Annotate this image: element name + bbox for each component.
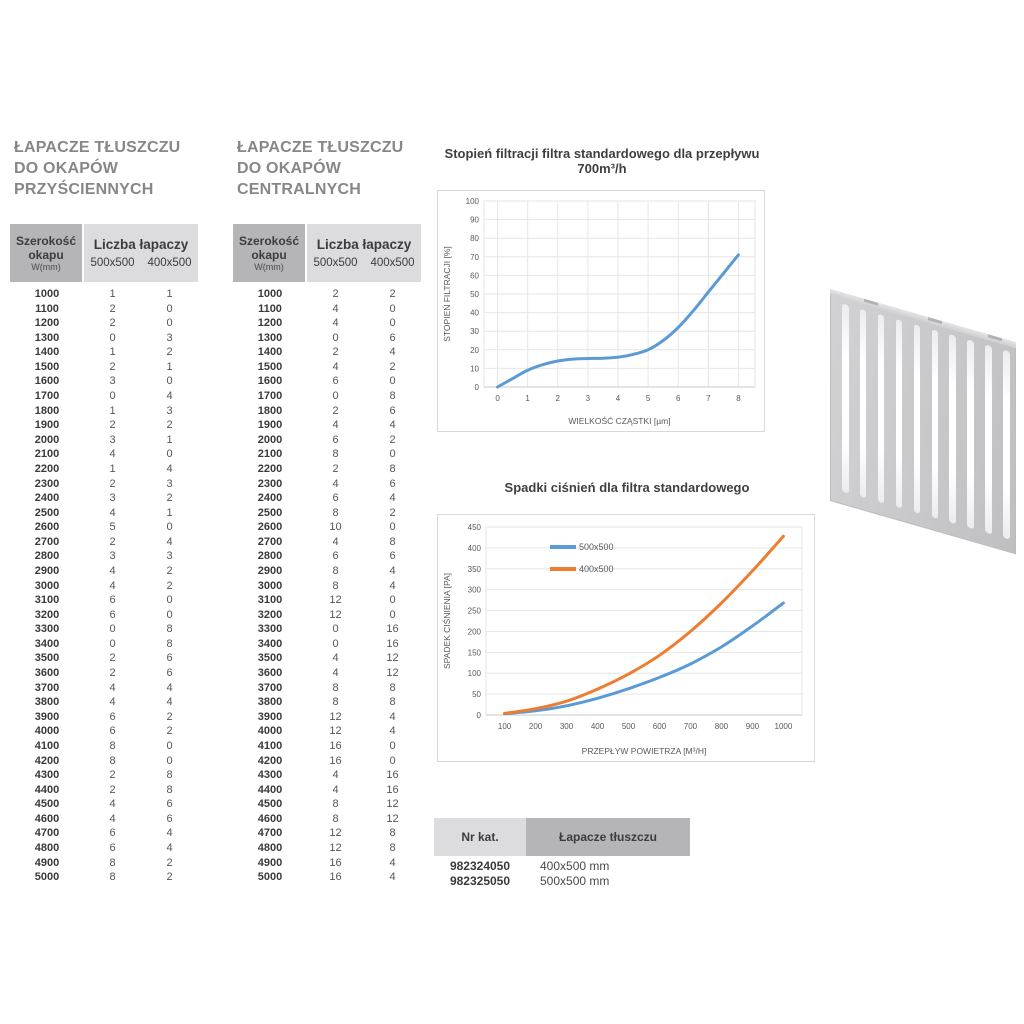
- filtration-chart-title: Stopień filtracji filtra standardowego dla przepływu 700m³/h: [444, 146, 760, 176]
- col-500x500-label: 500x500: [90, 257, 135, 269]
- table-row: 4100 8 0: [34, 739, 173, 752]
- svg-text:7: 7: [706, 394, 711, 403]
- table-row: 3000 4 2: [34, 579, 173, 592]
- table-row: 2700 4 8: [257, 535, 396, 548]
- wall-hoods-table: [10, 224, 198, 885]
- filter-slat: [914, 324, 921, 514]
- table-row: 3100 12 0: [257, 594, 396, 607]
- svg-text:80: 80: [470, 234, 479, 244]
- filter-slat: [967, 339, 974, 529]
- svg-text:WIELKOŚĆ CZĄSTKI [µm]: WIELKOŚĆ CZĄSTKI [µm]: [568, 416, 671, 426]
- table-row: 5000 8 2: [34, 871, 173, 884]
- central-hoods-table: [233, 224, 421, 885]
- table-row: 4600 4 6: [34, 812, 173, 825]
- svg-text:800: 800: [714, 722, 729, 731]
- svg-text:STOPIEŃ FILTRACJI [%]: STOPIEŃ FILTRACJI [%]: [442, 246, 452, 342]
- table-row: 1700 0 4: [34, 390, 173, 403]
- table-row: 3100 6 0: [34, 594, 173, 607]
- table-row: 4200 8 0: [34, 754, 173, 767]
- header-label: okapu: [28, 247, 64, 262]
- table-row: 2500 4 1: [34, 506, 173, 519]
- title-line: DO OKAPÓW: [237, 160, 342, 177]
- svg-text:400: 400: [467, 543, 481, 553]
- table-row: 4900 8 2: [34, 856, 173, 869]
- title-line: ŁAPACZE TŁUSZCZU: [237, 139, 404, 156]
- count-columns-header: [307, 224, 421, 282]
- table-row: 2200 1 4: [34, 462, 173, 475]
- svg-text:150: 150: [467, 648, 481, 658]
- svg-text:350: 350: [467, 564, 481, 574]
- table-row: 3500 4 12: [257, 652, 399, 665]
- table-row: 5000 16 4: [257, 871, 396, 884]
- table-row: 3700 4 4: [34, 681, 173, 694]
- svg-text:SPADEK CIŚNIENIA [PA]: SPADEK CIŚNIENIA [PA]: [442, 572, 452, 670]
- table-row: 1900 2 2: [34, 419, 173, 432]
- filter-slat: [896, 319, 903, 509]
- col-400x500-label: 400x500: [370, 257, 415, 269]
- table-row: 2600 10 0: [257, 521, 396, 534]
- grease-filter-photo: [830, 289, 1016, 554]
- title-line: PRZYŚCIENNYCH: [14, 181, 154, 198]
- svg-text:100: 100: [497, 722, 512, 731]
- table-row: 2000 3 1: [34, 433, 173, 446]
- catalog-table: [434, 818, 690, 888]
- svg-text:300: 300: [467, 585, 481, 595]
- table-row: 1600 3 0: [34, 375, 173, 388]
- svg-text:0: 0: [476, 711, 481, 720]
- svg-text:500x500: 500x500: [579, 542, 614, 552]
- filter-slat: [842, 303, 849, 493]
- group-title: Liczba łapaczy: [93, 237, 189, 252]
- table-row: 4500 4 6: [34, 798, 173, 811]
- catalog-rows: [434, 859, 690, 888]
- table-row: 1900 4 4: [257, 419, 396, 432]
- table-row: 1100 4 0: [258, 302, 396, 315]
- header-label: Szerokość: [238, 233, 300, 248]
- svg-text:900: 900: [745, 722, 760, 731]
- nr-kat-header: Nr kat.: [434, 818, 526, 856]
- table-row: 2100 8 0: [257, 448, 396, 461]
- svg-text:PRZEPŁYW POWIETRZA [M³/H]: PRZEPŁYW POWIETRZA [M³/H]: [581, 746, 707, 756]
- table-row: 3800 8 8: [257, 696, 396, 709]
- table-row: 1000 2 2: [257, 288, 396, 300]
- table-row: 2100 4 0: [34, 448, 173, 461]
- table-row: 1600 6 0: [257, 375, 396, 388]
- table-rows: [233, 287, 421, 885]
- table-row: 4400 2 8: [34, 783, 173, 796]
- svg-text:200: 200: [528, 722, 543, 731]
- svg-text:90: 90: [470, 215, 479, 225]
- svg-text:500: 500: [621, 722, 636, 731]
- width-column-header: [233, 224, 307, 282]
- table-row: 4800 6 4: [34, 841, 173, 854]
- wall-hoods-section: [14, 137, 180, 200]
- table-row: 4000 12 4: [257, 725, 396, 738]
- svg-text:1000: 1000: [774, 722, 793, 731]
- svg-text:400x500: 400x500: [579, 564, 614, 574]
- svg-text:200: 200: [467, 627, 481, 637]
- table-row: 3200 12 0: [257, 608, 396, 621]
- table-row: 3300 0 8: [34, 623, 173, 636]
- table-row: 2400 3 2: [34, 492, 173, 505]
- table-row: 3600 4 12: [257, 667, 399, 680]
- table-row: 4000 6 2: [34, 725, 173, 738]
- pressure-chart-title: Spadki ciśnień dla filtra standardowego: [504, 480, 750, 495]
- svg-text:0: 0: [495, 394, 500, 403]
- svg-text:5: 5: [645, 394, 651, 403]
- col-400x500-label: 400x500: [147, 257, 192, 269]
- table-row: 3400 0 16: [257, 637, 399, 650]
- table-row: 4200 16 0: [257, 754, 396, 767]
- table-row: 4700 6 4: [34, 827, 173, 840]
- table-row: 3600 2 6: [34, 667, 173, 680]
- filter-slat: [860, 309, 867, 499]
- svg-text:50: 50: [470, 290, 479, 299]
- table-row: 1700 0 8: [257, 390, 396, 403]
- table-row: 2300 4 6: [257, 477, 396, 490]
- central-hoods-section: [237, 137, 403, 200]
- table-row: 4800 12 8: [257, 841, 396, 854]
- svg-text:60: 60: [470, 271, 479, 281]
- title-line: CENTRALNYCH: [237, 181, 361, 198]
- svg-text:30: 30: [470, 327, 479, 337]
- table-row: 1100 2 0: [35, 302, 173, 315]
- table-row: 4600 8 12: [257, 812, 399, 825]
- table-row: 3500 2 6: [34, 652, 173, 665]
- table-row: 2900 8 4: [257, 564, 396, 577]
- table-row: 1000 1 1: [34, 288, 173, 300]
- table-row: 1400 1 2: [34, 346, 173, 359]
- filter-slat: [878, 314, 885, 504]
- filter-slat: [932, 329, 939, 519]
- table-rows: [10, 287, 198, 885]
- table-row: 3900 12 4: [257, 710, 396, 723]
- table-row: 1200 4 0: [257, 317, 396, 330]
- table-row: 2700 2 4: [34, 535, 173, 548]
- header-unit: W(mm): [31, 261, 61, 272]
- svg-text:400: 400: [590, 722, 605, 731]
- catalog-row: 982325050 500x500 mm: [449, 873, 610, 888]
- svg-text:10: 10: [470, 364, 479, 374]
- table-row: 1300 0 3: [34, 331, 173, 344]
- catalog-row: 982324050 400x500 mm: [449, 859, 610, 873]
- group-title: Liczba łapaczy: [316, 237, 412, 252]
- filter-slat: [1003, 350, 1010, 540]
- svg-text:700: 700: [683, 722, 698, 731]
- svg-text:70: 70: [470, 252, 479, 262]
- title-line: DO OKAPÓW: [14, 160, 119, 177]
- table-row: 3200 6 0: [34, 608, 173, 621]
- col-500x500-label: 500x500: [313, 257, 358, 269]
- svg-text:20: 20: [470, 345, 479, 355]
- table-row: 1200 2 0: [34, 317, 173, 330]
- table-row: 3900 6 2: [34, 710, 173, 723]
- svg-text:8: 8: [736, 394, 741, 403]
- table-row: 3800 4 4: [34, 696, 173, 709]
- table-row: 3000 8 4: [257, 579, 396, 592]
- svg-text:2: 2: [555, 394, 560, 403]
- table-row: 2900 4 2: [34, 564, 173, 577]
- table-header: [10, 224, 198, 282]
- filter-top-flange: [830, 289, 1016, 348]
- table-row: 3300 0 16: [257, 623, 399, 636]
- central-hoods-title: [237, 137, 403, 200]
- pressure-chart: [437, 514, 815, 762]
- svg-text:40: 40: [470, 308, 479, 318]
- table-header: [233, 224, 421, 282]
- table-row: 2300 2 3: [34, 477, 173, 490]
- header-label: Szerokość: [15, 233, 77, 248]
- table-row: 2600 5 0: [34, 521, 173, 534]
- svg-text:3: 3: [585, 394, 591, 403]
- table-row: 4300 2 8: [34, 769, 173, 782]
- table-row: 1800 2 6: [257, 404, 396, 417]
- header-unit: W(mm): [254, 261, 284, 272]
- table-row: 2800 6 6: [257, 550, 396, 563]
- table-row: 1300 0 6: [257, 331, 396, 344]
- svg-text:250: 250: [467, 606, 481, 616]
- table-row: 4400 4 16: [257, 783, 399, 796]
- table-row: 3400 0 8: [34, 637, 173, 650]
- wall-hoods-title: [14, 137, 180, 200]
- table-row: 4100 16 0: [257, 739, 396, 752]
- filtration-chart: [437, 190, 765, 432]
- table-row: 1400 2 4: [257, 346, 396, 359]
- table-row: 4900 16 4: [257, 856, 396, 869]
- svg-text:600: 600: [652, 722, 667, 731]
- table-row: 2200 2 8: [257, 462, 396, 475]
- filter-slat: [949, 334, 956, 524]
- lapacze-header: Łapacze tłuszczu: [526, 818, 690, 856]
- table-row: 2000 6 2: [257, 433, 396, 446]
- svg-text:300: 300: [559, 722, 574, 731]
- catalog-table-header: [434, 818, 690, 856]
- header-label: okapu: [251, 247, 287, 262]
- table-row: 1500 2 1: [34, 360, 173, 373]
- filter-slat: [985, 344, 992, 534]
- table-row: 1500 4 2: [257, 360, 396, 373]
- table-row: 1800 1 3: [34, 404, 173, 417]
- svg-text:50: 50: [472, 690, 481, 700]
- svg-text:6: 6: [675, 394, 681, 403]
- svg-text:100: 100: [467, 669, 481, 679]
- table-row: 2500 8 2: [257, 506, 396, 519]
- svg-text:4: 4: [615, 394, 621, 403]
- table-row: 4300 4 16: [257, 769, 399, 782]
- table-row: 2800 3 3: [34, 550, 173, 563]
- svg-text:450: 450: [467, 523, 481, 532]
- table-row: 2400 6 4: [257, 492, 396, 505]
- svg-text:1: 1: [525, 394, 530, 403]
- table-row: 3700 8 8: [257, 681, 396, 694]
- count-columns-header: [84, 224, 198, 282]
- svg-text:0: 0: [474, 383, 479, 392]
- width-column-header: [10, 224, 84, 282]
- table-row: 4500 8 12: [257, 798, 399, 811]
- table-row: 4700 12 8: [257, 827, 396, 840]
- svg-text:100: 100: [465, 197, 479, 206]
- title-line: ŁAPACZE TŁUSZCZU: [14, 139, 181, 156]
